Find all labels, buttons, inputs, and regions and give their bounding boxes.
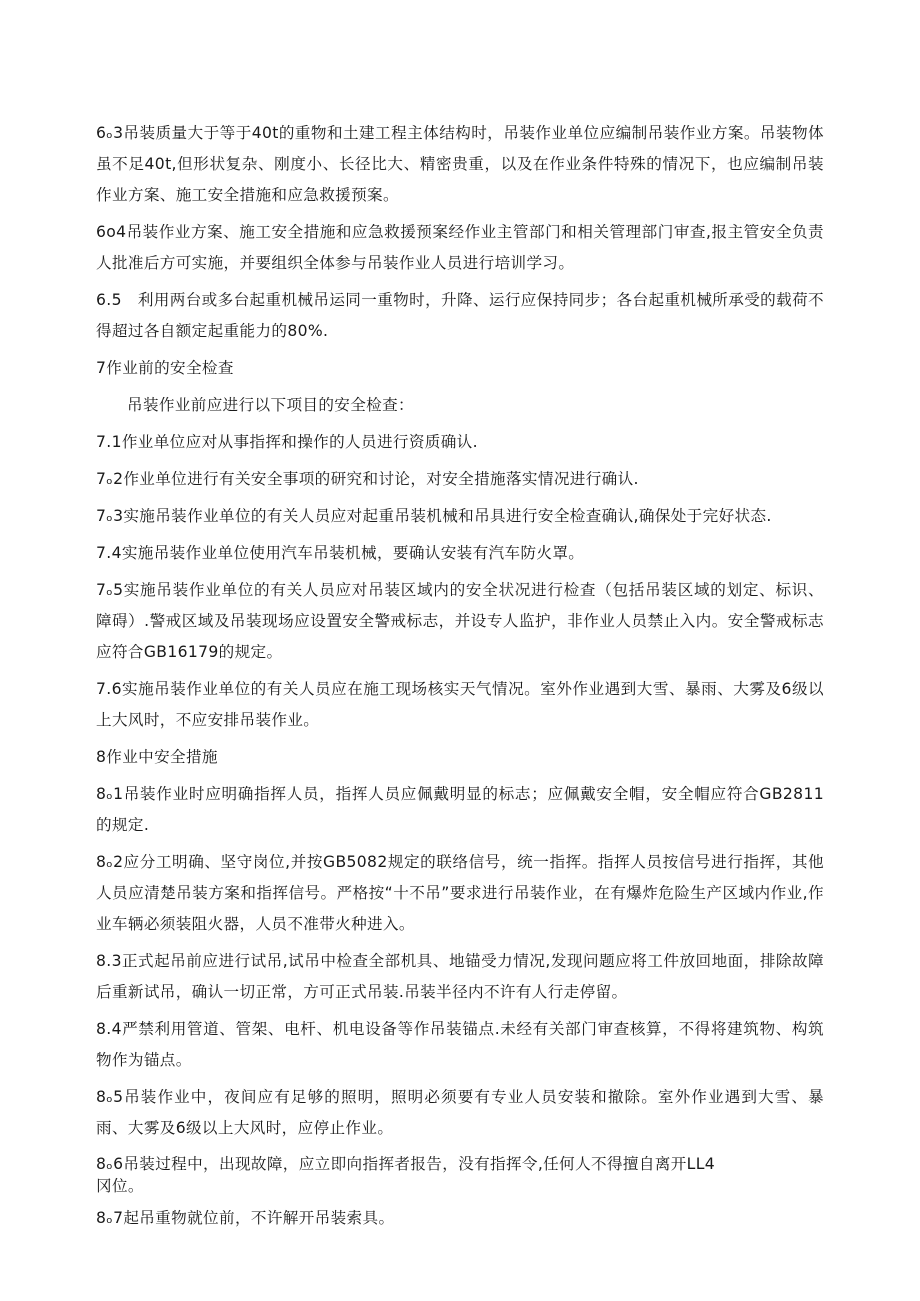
section-7-heading: 7作业前的安全检查: [96, 359, 234, 377]
clause-8-7: 8ₒ7起吊重物就位前，不许解开吊装索具。: [96, 1209, 395, 1227]
clause-7-4: 7.4实施吊装作业单位使用汽车吊装机械，要确认安装有汽车防火罩。: [96, 544, 585, 562]
clause-7-6: 7.6实施吊装作业单位的有关人员应在施工现场核实天气情况。室外作业遇到大雪、暴雨、大雾及6级以上大风时，不应安排吊装作业。: [96, 680, 824, 729]
clause-8-6-continuation: 冈位。: [96, 1177, 144, 1195]
clause-6-3: 6ₒ3吊装质量大于等于40t的重物和土建工程主体结构时，吊装作业单位应编制吊装作业方案。吊装物体虽不足40t,但形状复杂、刚度小、长径比大、精密贵重，以及在作业条件特殊的情况下，也应编制吊装作业方案、施工安全措施和应急救援预案。: [96, 124, 824, 204]
clause-7-1: 7.1作业单位应对从事指挥和操作的人员进行资质确认.: [96, 433, 478, 451]
clause-7-3: 7ₒ3实施吊装作业单位的有关人员应对起重吊装机械和吊具进行安全检查确认,确保处于完好状态.: [96, 507, 772, 525]
clause-8-6: 8ₒ6吊装过程中，出现故障，应立即向指挥者报告，没有指挥令,任何人不得擅自离开LL4: [96, 1155, 716, 1173]
section-7-intro: 吊装作业前应进行以下项目的安全检查：: [127, 396, 414, 414]
clause-7-5: 7ₒ5实施吊装作业单位的有关人员应对吊装区域内的安全状况进行检查（包括吊装区域的划定、标识、障碍）.警戒区域及吊装现场应设置安全警戒标志，并设专人监护，非作业人员禁止入内。安全警戒标志应符合GB16179的规定。: [96, 581, 824, 661]
clause-6-4: 6o4吊装作业方案、施工安全措施和应急救援预案经作业主管部门和相关管理部门审查,报主管安全负责人批准后方可实施，并要组织全体参与吊装作业人员进行培训学习。: [96, 223, 824, 272]
clause-7-2: 7ₒ2作业单位进行有关安全事项的研究和讨论，对安全措施落实情况进行确认.: [96, 470, 639, 488]
clause-8-3: 8.3正式起吊前应进行试吊,试吊中检查全部机具、地锚受力情况,发现问题应将工件放回地面，排除故障后重新试吊，确认一切正常，方可正式吊装.吊装半径内不许有人行走停留。: [96, 952, 824, 1001]
clause-8-4: 8.4严禁利用管道、管架、电杆、机电设备等作吊装锚点.未经有关部门审查核算，不得将建筑物、构筑物作为锚点。: [96, 1020, 824, 1069]
section-8-heading: 8作业中安全措施: [96, 748, 218, 766]
clause-8-5: 8ₒ5吊装作业中，夜间应有足够的照明，照明必须要有专业人员安装和撤除。室外作业遇到大雪、暴雨、大雾及6级以上大风时，应停止作业。: [96, 1088, 824, 1137]
clause-8-1: 8ₒ1吊装作业时应明确指挥人员，指挥人员应佩戴明显的标志；应佩戴安全帽，安全帽应符合GB2811的规定.: [96, 785, 824, 834]
clause-6-5: 6.5 利用两台或多台起重机械吊运同一重物时，升降、运行应保持同步；各台起重机械所承受的载荷不得超过各自额定起重能力的80%.: [96, 291, 824, 340]
clause-8-2: 8ₒ2应分工明确、坚守岗位,并按GB5082规定的联络信号，统一指挥。指挥人员按信号进行指挥，其他人员应清楚吊装方案和指挥信号。严格按“十不吊”要求进行吊装作业，在有爆炸危险生产区域内作业,作业车辆必须装阻火器，人员不准带火种进入。: [96, 853, 824, 933]
